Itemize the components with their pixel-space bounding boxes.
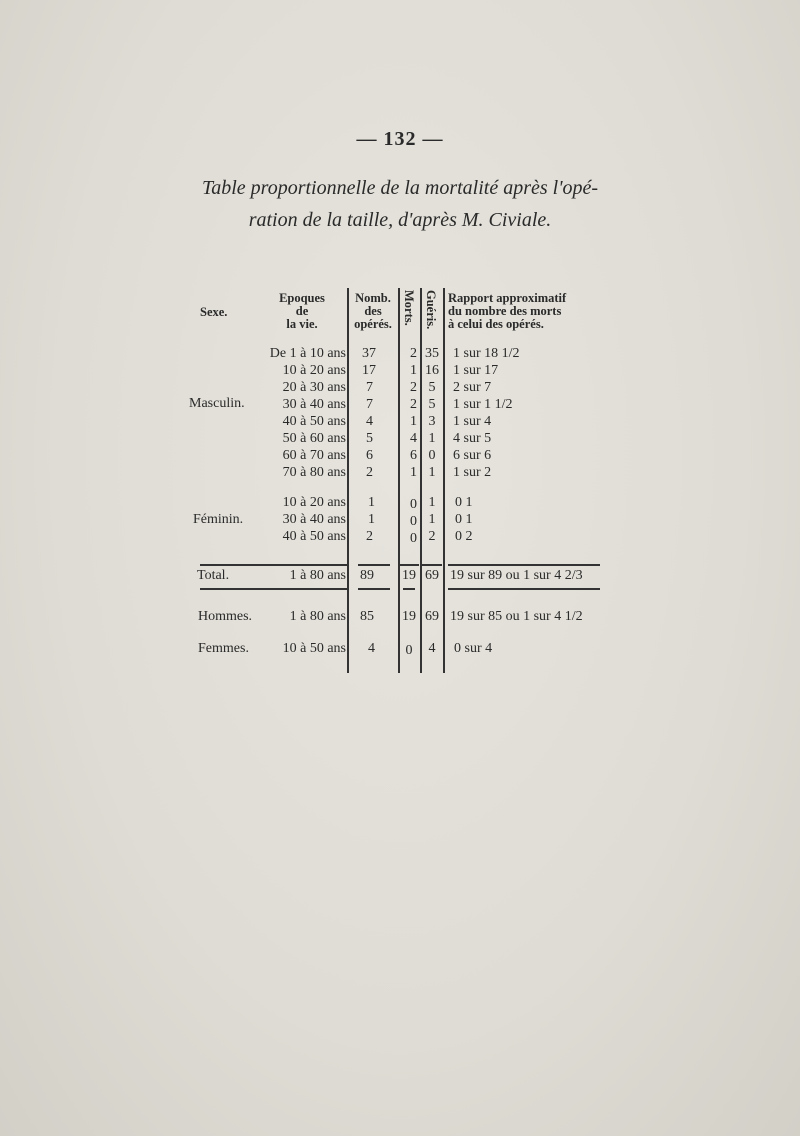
total-gueris: 69 <box>425 609 439 624</box>
rule-h-nomb <box>358 564 390 566</box>
cell-rapport: 2 sur 7 <box>453 380 492 395</box>
header-epoques-3: la vie. <box>286 317 318 331</box>
total-morts: 19 <box>402 568 416 583</box>
cell-age: 30 à 40 ans <box>282 512 346 527</box>
title-line-2: ration de la taille, d'après M. Civiale. <box>248 209 552 231</box>
rule-h-left-2 <box>200 588 347 590</box>
cell-rapport: 6 sur 6 <box>453 448 492 463</box>
total-gueris: 69 <box>425 568 439 583</box>
total-age: 1 à 80 ans <box>289 609 346 624</box>
total-label: Hommes. <box>198 609 253 624</box>
rule-h-morts-2 <box>403 588 415 590</box>
rule-h-gueris <box>422 564 442 566</box>
rule-h-rapport-2 <box>448 588 600 590</box>
header-nomb-1: Nomb. <box>355 291 391 305</box>
header-rapport-1: Rapport approximatif <box>448 291 567 305</box>
cell-rapport: 0 2 <box>455 529 473 544</box>
rule-v-1 <box>347 288 349 673</box>
total-gueris: 4 <box>428 641 436 656</box>
total-rapport: 19 sur 85 ou 1 sur 4 1/2 <box>450 609 583 624</box>
cell-morts: 2 <box>410 380 417 395</box>
total-nomb: 4 <box>368 641 375 656</box>
cell-morts: 1 <box>410 363 417 378</box>
rule-h-morts <box>399 564 419 566</box>
cell-nomb: 37 <box>362 346 376 361</box>
cell-nomb: 7 <box>366 397 373 412</box>
total-age: 1 à 80 ans <box>289 568 346 583</box>
cell-age: 60 à 70 ans <box>282 448 346 463</box>
cell-nomb: 1 <box>368 512 375 527</box>
cell-age: De 1 à 10 ans <box>269 346 346 361</box>
cell-rapport: 1 sur 4 <box>453 414 492 429</box>
cell-morts: 1 <box>410 414 417 429</box>
cell-nomb: 4 <box>366 414 373 429</box>
total-rapport: 19 sur 89 ou 1 sur 4 2/3 <box>450 568 583 583</box>
cell-nomb: 2 <box>366 465 373 480</box>
cell-age: 10 à 20 ans <box>282 495 346 510</box>
cell-gueris: 16 <box>425 363 439 378</box>
cell-age: 70 à 80 ans <box>282 465 346 480</box>
cell-morts: 0 <box>410 531 417 546</box>
cell-gueris: 1 <box>428 495 436 510</box>
total-morts: 19 <box>402 609 416 624</box>
cell-gueris: 5 <box>428 380 436 395</box>
cell-nomb: 7 <box>366 380 373 395</box>
group-feminin: Féminin. <box>193 512 244 527</box>
cell-rapport: 1 sur 17 <box>453 363 499 378</box>
page-number: — 132 — <box>356 128 444 150</box>
cell-gueris: 0 <box>428 448 436 463</box>
header-rapport-2: du nombre des morts <box>448 304 562 318</box>
header-gueris: Guéris. <box>424 290 438 330</box>
header-epoques-1: Epoques <box>279 291 325 305</box>
total-age: 10 à 50 ans <box>282 641 346 656</box>
total-morts: 0 <box>405 643 413 658</box>
cell-nomb: 2 <box>366 529 373 544</box>
rule-h-rapport <box>448 564 600 566</box>
cell-age: 40 à 50 ans <box>282 414 346 429</box>
cell-morts: 2 <box>410 397 417 412</box>
cell-rapport: 1 sur 18 1/2 <box>453 346 520 361</box>
header-epoques-2: de <box>295 304 309 318</box>
cell-nomb: 1 <box>368 495 375 510</box>
cell-morts: 4 <box>410 431 417 446</box>
cell-nomb: 5 <box>366 431 373 446</box>
title-line-1: Table proportionnelle de la mortalité après l'opé- <box>201 177 599 199</box>
cell-gueris: 1 <box>428 431 436 446</box>
cell-morts: 6 <box>410 448 417 463</box>
cell-rapport: 1 sur 2 <box>453 465 492 480</box>
cell-morts: 0 <box>410 497 417 512</box>
cell-age: 50 à 60 ans <box>282 431 346 446</box>
cell-rapport: 1 sur 1 1/2 <box>453 397 513 412</box>
rule-v-4 <box>443 288 445 673</box>
header-morts: Morts. <box>402 290 416 326</box>
cell-gueris: 2 <box>428 529 436 544</box>
cell-gueris: 3 <box>428 414 436 429</box>
cell-age: 30 à 40 ans <box>282 397 346 412</box>
cell-age: 10 à 20 ans <box>282 363 346 378</box>
rule-h-nomb-2 <box>358 588 390 590</box>
cell-morts: 0 <box>410 514 417 529</box>
cell-rapport: 0 1 <box>455 495 473 510</box>
cell-gueris: 5 <box>428 397 436 412</box>
cell-age: 20 à 30 ans <box>282 380 346 395</box>
total-rapport: 0 sur 4 <box>454 641 493 656</box>
cell-gueris: 1 <box>428 512 436 527</box>
cell-nomb: 17 <box>362 363 376 378</box>
cell-morts: 2 <box>410 346 417 361</box>
total-nomb: 89 <box>360 568 374 583</box>
header-nomb-2: des <box>364 304 382 318</box>
cell-gueris: 35 <box>425 346 439 361</box>
cell-nomb: 6 <box>366 448 373 463</box>
rule-h-left <box>200 564 347 566</box>
total-nomb: 85 <box>360 609 374 624</box>
total-label: Femmes. <box>198 641 249 656</box>
total-label: Total. <box>197 568 230 583</box>
cell-morts: 1 <box>410 465 417 480</box>
group-masculin: Masculin. <box>189 396 245 411</box>
header-rapport-3: à celui des opérés. <box>448 317 544 331</box>
cell-age: 40 à 50 ans <box>282 529 346 544</box>
cell-rapport: 4 sur 5 <box>453 431 492 446</box>
cell-rapport: 0 1 <box>455 512 473 527</box>
header-sexe: Sexe. <box>200 305 228 319</box>
cell-gueris: 1 <box>428 465 436 480</box>
header-nomb-3: opérés. <box>354 317 392 331</box>
